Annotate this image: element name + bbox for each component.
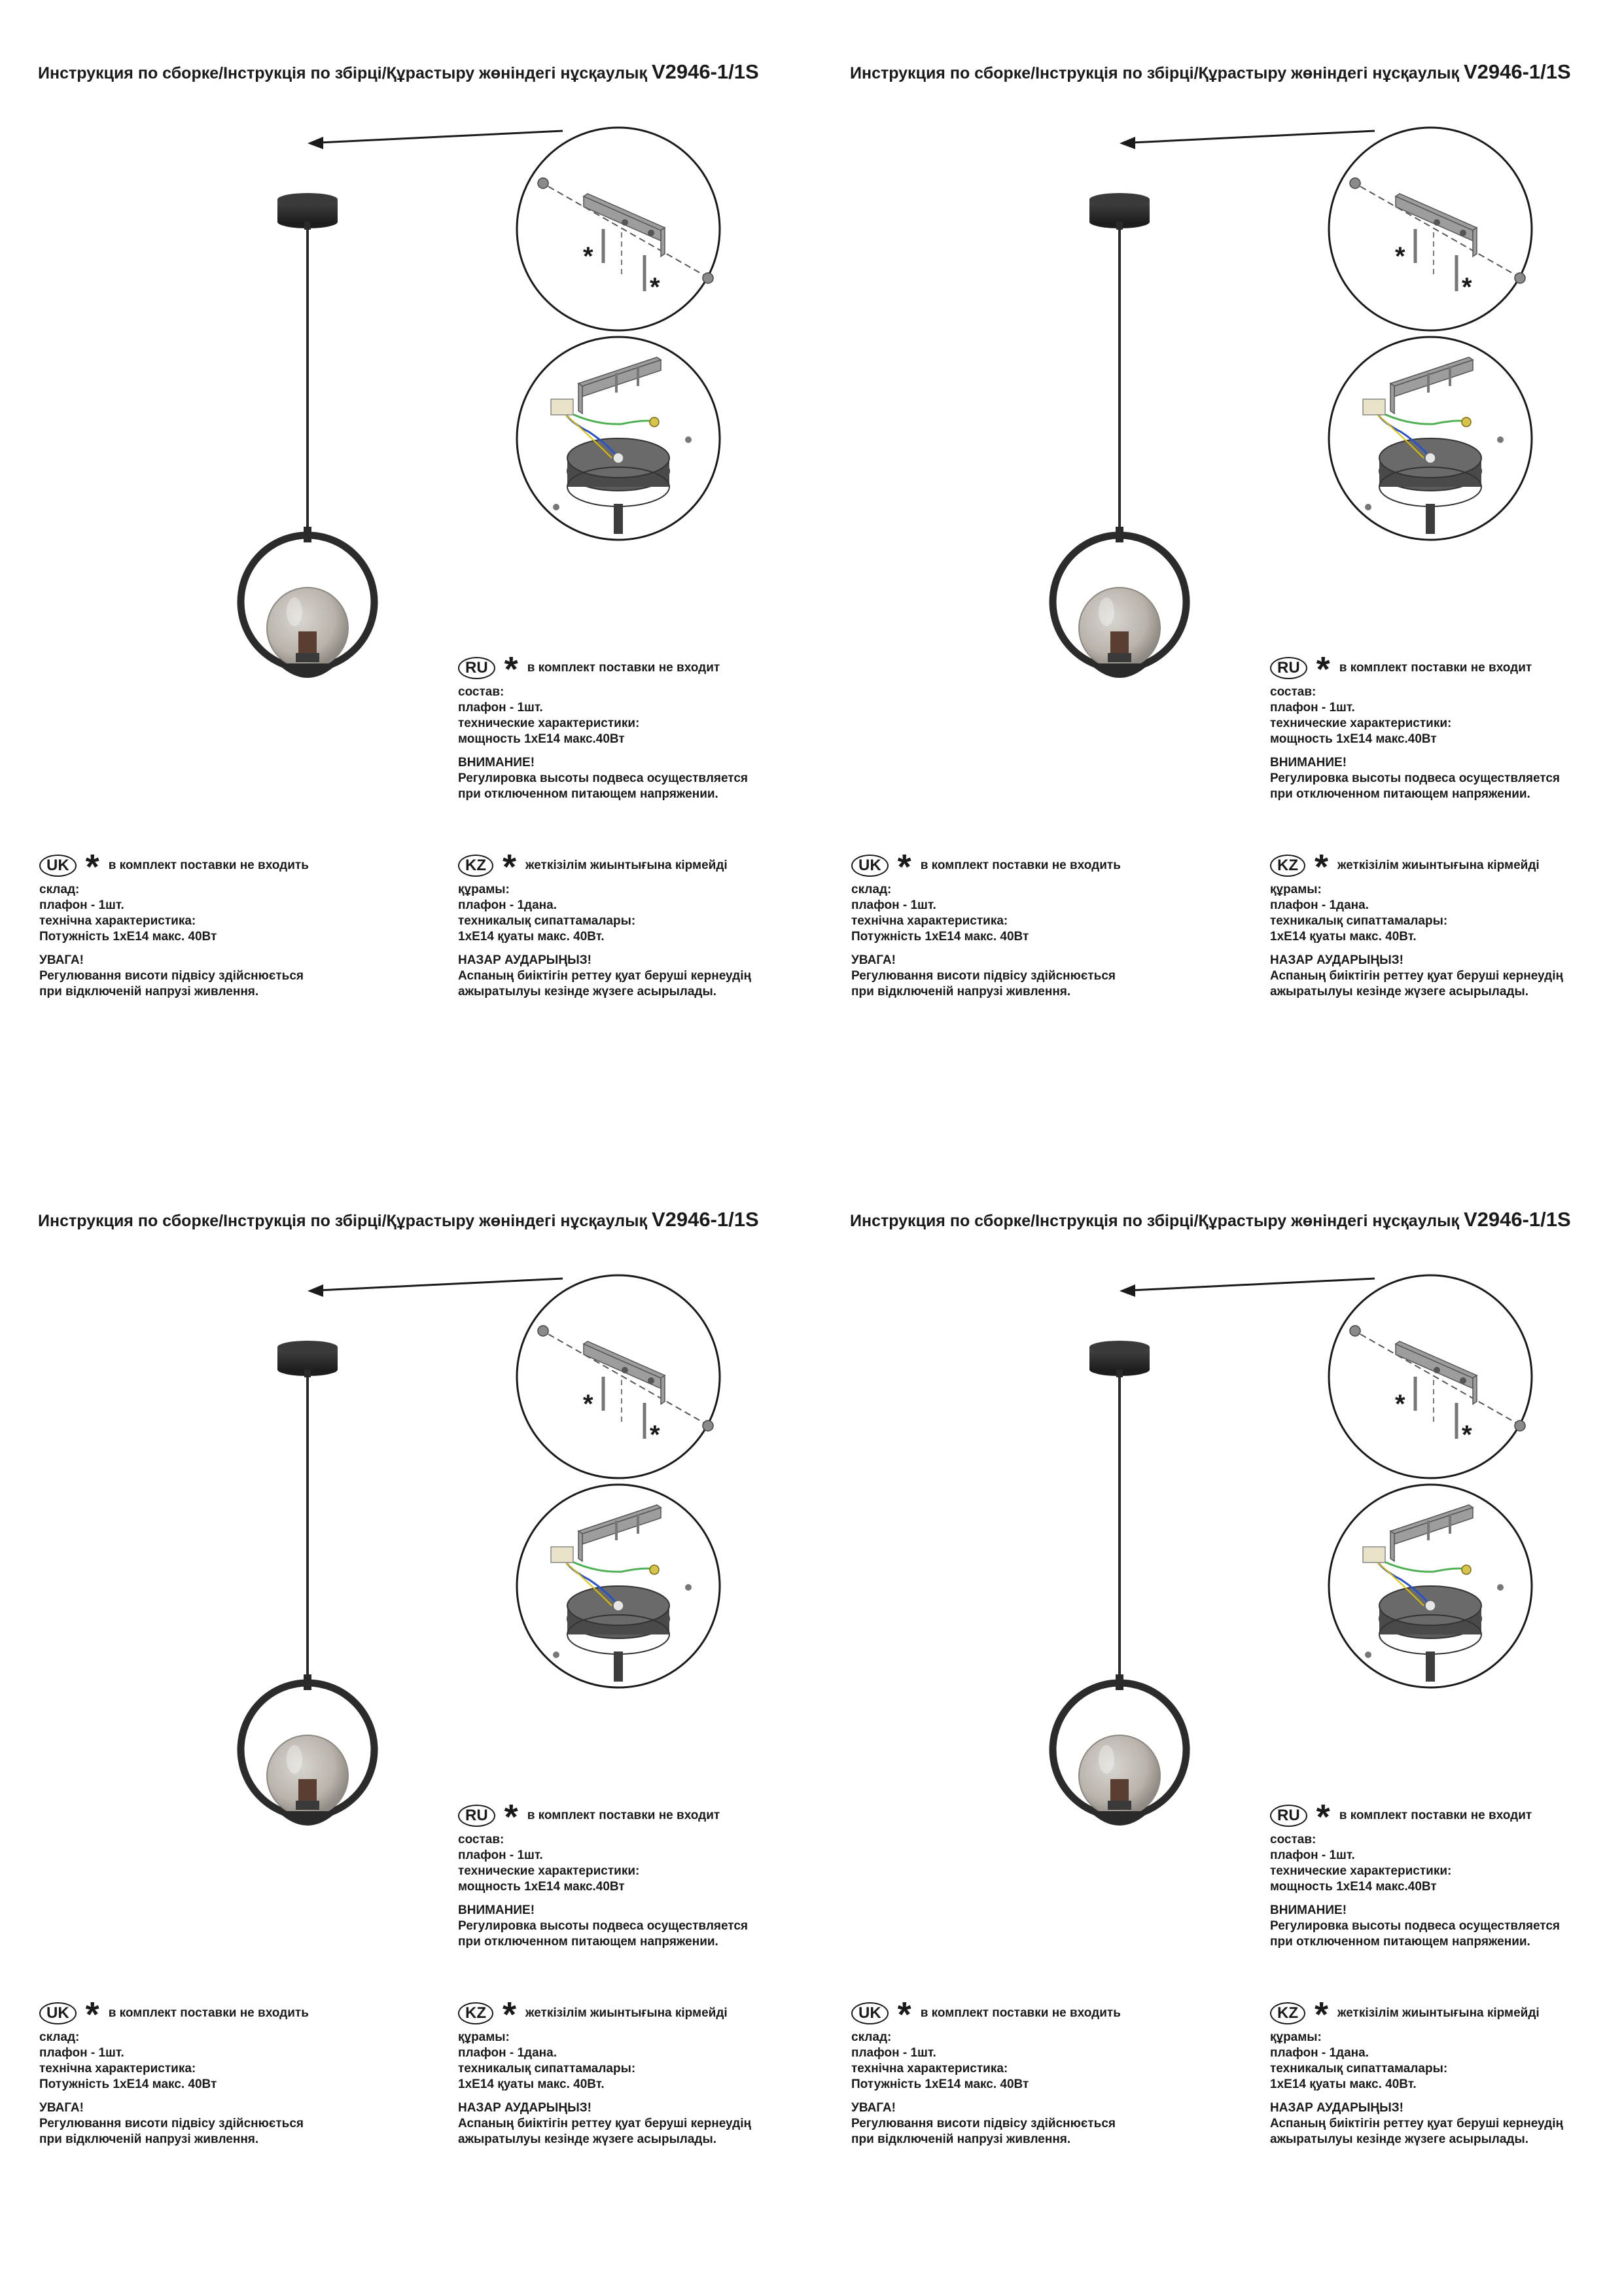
composition-label: құрамы:	[1270, 883, 1322, 896]
warning-heading: УВАГА!	[851, 953, 896, 967]
power-spec: 1хЕ14 қуаты макс. 40Вт.	[1270, 2077, 1417, 2091]
warning-text: Регулювання висоти підвісу здійснюється	[851, 2117, 1116, 2130]
model-number: V2946-1/1S	[1463, 60, 1571, 83]
shade-quantity: плафон - 1шт.	[39, 898, 124, 912]
warning-text: ажыратылуы кезінде жүзеге асырылады.	[458, 2132, 716, 2146]
not-included-marker: *	[650, 1421, 660, 1449]
warning-text: Регулювання висоти підвісу здійснюється	[39, 2117, 304, 2130]
model-number: V2946-1/1S	[1463, 1208, 1571, 1231]
section-kz	[458, 847, 751, 1000]
language-badge-kz: KZ	[1270, 855, 1305, 877]
section-ru	[1270, 650, 1561, 802]
language-badge-uk: UK	[39, 2002, 77, 2024]
warning-text: Аспаның биіктігін реттеу қуат беруші кернеудің	[1270, 969, 1563, 983]
warning-heading: УВАГА!	[39, 953, 84, 967]
not-included-marker: *	[1316, 1797, 1330, 1837]
language-badge-ru: RU	[1270, 1805, 1307, 1827]
specs-label: техникалық сипаттамалары:	[1270, 2062, 1448, 2075]
warning-text: при відключеній напрузі живлення.	[851, 2132, 1071, 2146]
power-spec: мощность 1хЕ14 макс.40Вт	[1270, 1880, 1437, 1894]
warning-text: Аспаның биіктігін реттеу қуат беруші кернеудің	[458, 2117, 751, 2130]
composition-label: состав:	[458, 1833, 504, 1846]
shade-quantity: плафон - 1шт.	[1270, 1848, 1355, 1862]
specs-label: технические характеристики:	[1270, 1864, 1452, 1878]
wiring-detail-circle	[1329, 337, 1532, 540]
pendant-lamp-drawing	[241, 193, 374, 678]
warning-heading: НАЗАР АУДАРЫҢЫЗ!	[1270, 953, 1403, 967]
not-included-marker: *	[1462, 1421, 1472, 1449]
model-number: V2946-1/1S	[651, 60, 759, 83]
warning-text: при отключенном питающем напряжении.	[1270, 1935, 1530, 1949]
instruction-sheet	[0, 0, 812, 1148]
shade-quantity: плафон - 1дана.	[458, 898, 557, 912]
warning-text: при отключенном питающем напряжении.	[458, 1935, 718, 1949]
instruction-sheet	[812, 1148, 1624, 2295]
title-text: Инструкция по сборке/Інструкція по збірці/Құрастыру жөніндегі нұсқаулық	[850, 64, 1460, 82]
warning-text: при відключеній напрузі живлення.	[851, 985, 1071, 998]
specs-label: технічна характеристика:	[851, 2062, 1008, 2075]
warning-heading: НАЗАР АУДАРЫҢЫЗ!	[458, 953, 591, 967]
not-included-marker: *	[1395, 1390, 1405, 1419]
power-spec: Потужність 1хЕ14 макс. 40Вт	[39, 930, 217, 944]
warning-text: ажыратылуы кезінде жүзеге асырылады.	[458, 985, 716, 998]
language-badge-kz: KZ	[458, 855, 493, 877]
warning-heading: ВНИМАНИЕ!	[458, 1903, 535, 1917]
not-included-marker: *	[1462, 273, 1472, 302]
power-spec: 1хЕ14 қуаты макс. 40Вт.	[1270, 930, 1417, 944]
power-spec: мощность 1хЕ14 макс.40Вт	[458, 1880, 625, 1894]
section-kz	[458, 1995, 751, 2147]
warning-text: Аспаның биіктігін реттеу қуат беруші кернеудің	[1270, 2117, 1563, 2130]
section-ru	[458, 650, 749, 802]
power-spec: Потужність 1хЕ14 макс. 40Вт	[851, 2077, 1029, 2091]
not-included-note: в комплект поставки не входит	[527, 1809, 720, 1822]
shade-quantity: плафон - 1шт.	[851, 898, 936, 912]
warning-text: при відключеній напрузі живлення.	[39, 2132, 259, 2146]
not-included-note: в комплект поставки не входит	[1339, 661, 1532, 675]
power-spec: Потужність 1хЕ14 макс. 40Вт	[39, 2077, 217, 2091]
warning-text: при отключенном питающем напряжении.	[458, 787, 718, 801]
power-spec: мощность 1хЕ14 макс.40Вт	[1270, 732, 1437, 746]
warning-text: Регулировка высоты подвеса осуществляется	[458, 771, 749, 785]
not-included-note: жеткізілім жиынтығына кірмейді	[525, 2006, 728, 2020]
shade-quantity: плафон - 1шт.	[458, 1848, 543, 1862]
pointer-arrow	[1120, 1279, 1375, 1297]
not-included-marker: *	[85, 1995, 99, 2034]
not-included-note: в комплект поставки не входить	[920, 858, 1121, 872]
not-included-marker: *	[897, 847, 911, 887]
specs-label: технічна характеристика:	[39, 2062, 196, 2075]
section-uk	[851, 847, 1121, 1000]
not-included-marker: *	[1315, 847, 1329, 887]
power-spec: мощность 1хЕ14 макс.40Вт	[458, 732, 625, 746]
wiring-detail-circle	[517, 1485, 720, 1687]
language-badge-uk: UK	[851, 2002, 889, 2024]
title-text: Инструкция по сборке/Інструкція по збірці/Құрастыру жөніндегі нұсқаулық	[850, 1212, 1460, 1230]
composition-label: состав:	[1270, 1833, 1316, 1846]
bracket-detail-circle	[1329, 128, 1532, 330]
wiring-detail-circle	[1329, 1485, 1532, 1687]
shade-quantity: плафон - 1шт.	[851, 2046, 936, 2060]
power-spec: 1хЕ14 қуаты макс. 40Вт.	[458, 2077, 605, 2091]
pointer-arrow	[308, 1279, 563, 1297]
section-uk	[39, 1995, 309, 2147]
language-badge-uk: UK	[851, 855, 889, 877]
not-included-note: в комплект поставки не входить	[108, 858, 309, 872]
warning-heading: ВНИМАНИЕ!	[1270, 756, 1347, 769]
warning-text: Аспаның биіктігін реттеу қуат беруші кернеудің	[458, 969, 751, 983]
not-included-marker: *	[85, 847, 99, 887]
not-included-note: в комплект поставки не входит	[1339, 1809, 1532, 1822]
title-text: Инструкция по сборке/Інструкція по збірці/Құрастыру жөніндегі нұсқаулық	[38, 1212, 648, 1230]
section-kz	[1270, 847, 1563, 1000]
shade-quantity: плафон - 1шт.	[458, 701, 543, 715]
composition-label: склад:	[851, 2030, 892, 2044]
not-included-marker: *	[503, 1995, 517, 2034]
language-badge-kz: KZ	[1270, 2002, 1305, 2024]
language-badge-ru: RU	[458, 657, 495, 679]
warning-text: Регулювання висоти підвісу здійснюється	[39, 969, 304, 983]
not-included-marker: *	[650, 273, 660, 302]
specs-label: техникалық сипаттамалары:	[1270, 914, 1448, 928]
not-included-note: в комплект поставки не входит	[527, 661, 720, 675]
pointer-arrow	[1120, 131, 1375, 149]
bracket-detail-circle	[1329, 1275, 1532, 1478]
warning-heading: ВНИМАНИЕ!	[1270, 1903, 1347, 1917]
language-badge-ru: RU	[458, 1805, 495, 1827]
warning-heading: НАЗАР АУДАРЫҢЫЗ!	[1270, 2101, 1403, 2115]
warning-text: при відключеній напрузі живлення.	[39, 985, 259, 998]
not-included-note: жеткізілім жиынтығына кірмейді	[1337, 858, 1540, 872]
language-badge-uk: UK	[39, 855, 77, 877]
warning-text: Регулировка высоты подвеса осуществляется	[458, 1919, 749, 1933]
bracket-detail-circle	[517, 128, 720, 330]
section-ru	[1270, 1797, 1561, 1950]
specs-label: техникалық сипаттамалары:	[458, 914, 636, 928]
power-spec: 1хЕ14 қуаты макс. 40Вт.	[458, 930, 605, 944]
specs-label: технические характеристики:	[1270, 716, 1452, 730]
composition-label: состав:	[458, 685, 504, 699]
wiring-detail-circle	[517, 337, 720, 540]
warning-text: Регулировка высоты подвеса осуществляется	[1270, 771, 1561, 785]
not-included-marker: *	[897, 1995, 911, 2034]
pointer-arrow	[308, 131, 563, 149]
shade-quantity: плафон - 1дана.	[1270, 2046, 1369, 2060]
warning-text: ажыратылуы кезінде жүзеге асырылады.	[1270, 985, 1528, 998]
power-spec: Потужність 1хЕ14 макс. 40Вт	[851, 930, 1029, 944]
specs-label: технические характеристики:	[458, 716, 640, 730]
not-included-marker: *	[583, 1390, 593, 1419]
shade-quantity: плафон - 1шт.	[1270, 701, 1355, 715]
not-included-note: жеткізілім жиынтығына кірмейді	[1337, 2006, 1540, 2020]
composition-label: құрамы:	[1270, 2030, 1322, 2044]
language-badge-kz: KZ	[458, 2002, 493, 2024]
warning-text: Регулировка высоты подвеса осуществляется	[1270, 1919, 1561, 1933]
warning-heading: УВАГА!	[851, 2101, 896, 2115]
language-badge-ru: RU	[1270, 657, 1307, 679]
warning-heading: УВАГА!	[39, 2101, 84, 2115]
section-uk	[39, 847, 309, 1000]
composition-label: склад:	[851, 883, 892, 896]
composition-label: құрамы:	[458, 2030, 510, 2044]
warning-text: ажыратылуы кезінде жүзеге асырылады.	[1270, 2132, 1528, 2146]
composition-label: склад:	[39, 883, 80, 896]
pendant-lamp-drawing	[1053, 1341, 1186, 1826]
bracket-detail-circle	[517, 1275, 720, 1478]
model-number: V2946-1/1S	[651, 1208, 759, 1231]
shade-quantity: плафон - 1шт.	[39, 2046, 124, 2060]
shade-quantity: плафон - 1дана.	[458, 2046, 557, 2060]
section-uk	[851, 1995, 1121, 2147]
shade-quantity: плафон - 1дана.	[1270, 898, 1369, 912]
specs-label: технічна характеристика:	[851, 914, 1008, 928]
warning-text: Регулювання висоти підвісу здійснюється	[851, 969, 1116, 983]
not-included-marker: *	[503, 847, 517, 887]
not-included-marker: *	[1395, 242, 1405, 271]
not-included-marker: *	[1315, 1995, 1329, 2034]
not-included-marker: *	[1316, 650, 1330, 689]
warning-heading: НАЗАР АУДАРЫҢЫЗ!	[458, 2101, 591, 2115]
warning-text: при отключенном питающем напряжении.	[1270, 787, 1530, 801]
pendant-lamp-drawing	[241, 1341, 374, 1826]
instruction-sheet	[0, 1148, 812, 2295]
not-included-marker: *	[504, 1797, 518, 1837]
specs-label: технические характеристики:	[458, 1864, 640, 1878]
pendant-lamp-drawing	[1053, 193, 1186, 678]
warning-heading: ВНИМАНИЕ!	[458, 756, 535, 769]
composition-label: состав:	[1270, 685, 1316, 699]
not-included-note: в комплект поставки не входить	[108, 2006, 309, 2020]
composition-label: склад:	[39, 2030, 80, 2044]
not-included-marker: *	[583, 242, 593, 271]
section-ru	[458, 1797, 749, 1950]
specs-label: технічна характеристика:	[39, 914, 196, 928]
section-kz	[1270, 1995, 1563, 2147]
title-text: Инструкция по сборке/Інструкція по збірці/Құрастыру жөніндегі нұсқаулық	[38, 64, 648, 82]
specs-label: техникалық сипаттамалары:	[458, 2062, 636, 2075]
instruction-sheet	[812, 0, 1624, 1148]
not-included-note: в комплект поставки не входить	[920, 2006, 1121, 2020]
not-included-note: жеткізілім жиынтығына кірмейді	[525, 858, 728, 872]
composition-label: құрамы:	[458, 883, 510, 896]
not-included-marker: *	[504, 650, 518, 689]
